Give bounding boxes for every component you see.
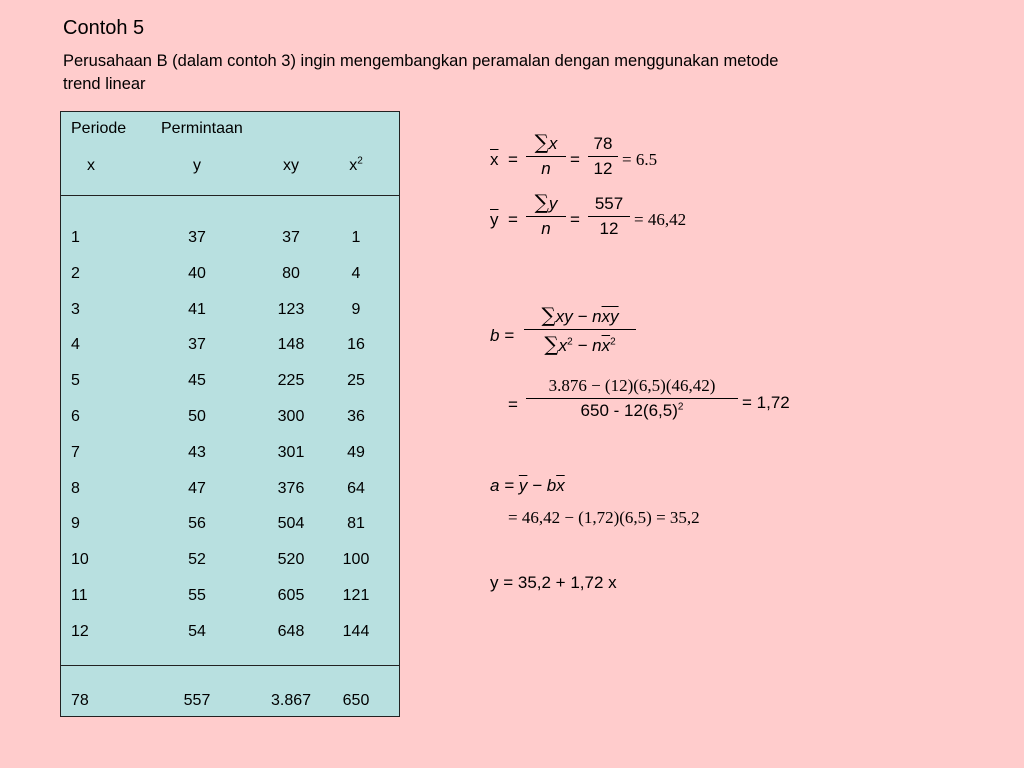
table-cell: 301 xyxy=(277,443,305,461)
table-cell: 47 xyxy=(188,479,206,497)
xbar-result: = 6.5 xyxy=(622,150,658,169)
table-cell: 36 xyxy=(347,408,365,425)
total-y: 557 xyxy=(183,692,211,709)
total-x2: 650 xyxy=(342,692,370,709)
table-cell: 16 xyxy=(347,336,365,354)
table-cell: 121 xyxy=(342,587,370,604)
table-cell: 10 xyxy=(71,551,89,569)
table-cell: 49 xyxy=(347,443,365,461)
col-header-x: x xyxy=(87,157,95,174)
table-cell: 5 xyxy=(71,372,80,390)
ybar-eq2: = xyxy=(570,210,580,229)
b-frac: $\sum xy - n\overline{xy}$ $\sum x^2 - n\overline{x}^2$ xyxy=(524,303,636,356)
table-cell: 144 xyxy=(342,622,370,640)
table-cell: 50 xyxy=(188,408,206,425)
table-cell: 43 xyxy=(188,443,206,461)
table-cell: 55 xyxy=(188,587,206,604)
table-cell: 9 xyxy=(71,515,80,533)
table-cell: 12 xyxy=(71,622,89,640)
xbar-frac1: ∑x n xyxy=(526,130,566,179)
header-divider xyxy=(61,195,399,196)
col-header-y: y xyxy=(193,157,201,174)
table-cell: 37 xyxy=(188,336,206,354)
table-cell: 80 xyxy=(282,264,300,282)
table-cell: 1 xyxy=(71,229,80,246)
table-cell: 25 xyxy=(347,372,365,390)
b-calc-frac: 3.876 − (12)(6,5)(46,42) $650 - 12(6,5)^2$ xyxy=(526,376,738,421)
xbar-frac2: 78 12 xyxy=(588,134,618,179)
slide-title: Contoh 5 xyxy=(63,17,145,39)
b-calc-eq: = xyxy=(508,395,518,414)
ybar-frac2: 557 12 xyxy=(588,194,630,239)
col-header-xy: xy xyxy=(283,157,299,174)
a-calc: = 46,42 − (1,72)(6,5) = 35,2 xyxy=(508,508,700,527)
table-cell: 4 xyxy=(71,336,80,354)
ybar-result: = 46,42 xyxy=(634,210,687,229)
col-header-x2: $x^2$ xyxy=(349,155,363,174)
xbar-symbol: $\overline{x}$ xyxy=(490,150,499,169)
table-cell: 2 xyxy=(71,264,80,282)
table-cell: 3 xyxy=(71,300,80,318)
ybar-eq1: = xyxy=(508,210,518,229)
table-cell: 100 xyxy=(342,551,370,569)
table-cell: 41 xyxy=(188,300,206,318)
xbar-eq1: = xyxy=(508,150,518,169)
table-cell: 7 xyxy=(71,443,80,461)
totals-divider xyxy=(61,665,399,666)
table-cell: 37 xyxy=(188,229,206,246)
table-cell: 376 xyxy=(277,479,305,497)
table-cell: 40 xyxy=(188,264,206,282)
trend-equation: y = 35,2 + 1,72 x xyxy=(490,573,617,592)
table-cell: 648 xyxy=(277,622,305,640)
xbar-eq2: = xyxy=(570,150,580,169)
header-permintaan: Permintaan xyxy=(161,120,243,137)
data-table xyxy=(60,111,400,717)
table-cell: 45 xyxy=(188,372,206,390)
total-xy: 3.867 xyxy=(270,692,312,709)
table-cell: 123 xyxy=(277,300,305,318)
table-cell: 64 xyxy=(347,479,365,497)
b-calc-result: = 1,72 xyxy=(742,393,790,412)
ybar-symbol: $\overline{y}$ xyxy=(490,210,499,229)
table-cell: 4 xyxy=(351,264,361,282)
table-cell: 605 xyxy=(277,587,305,604)
slide-subtitle: Perusahaan B (dalam contoh 3) ingin mengembangkan peramalan dengan menggunakan metode trend linear xyxy=(63,52,779,93)
table-cell: 11 xyxy=(71,587,88,604)
table-cell: 8 xyxy=(71,479,80,497)
table-cell: 520 xyxy=(277,551,305,569)
table-cell: 148 xyxy=(277,336,305,354)
total-x: 78 xyxy=(71,692,89,709)
table-cell: 56 xyxy=(188,515,206,533)
b-lhs: b = xyxy=(490,326,515,345)
table-cell: 225 xyxy=(277,372,305,390)
header-periode: Periode xyxy=(71,120,127,137)
table-cell: 504 xyxy=(277,515,305,533)
table-cell: 81 xyxy=(347,515,365,533)
table-cell: 1 xyxy=(351,229,361,246)
table-cell: 9 xyxy=(351,300,361,318)
table-cell: 37 xyxy=(282,229,300,246)
table-cell: 54 xyxy=(188,622,206,640)
ybar-frac1: ∑y n xyxy=(526,190,566,239)
table-cell: 52 xyxy=(188,551,206,569)
table-cell: 300 xyxy=(277,408,305,425)
table-cell: 6 xyxy=(71,408,80,425)
a-expression: $a = \overline{y} - b\overline{x}$ xyxy=(490,476,565,495)
